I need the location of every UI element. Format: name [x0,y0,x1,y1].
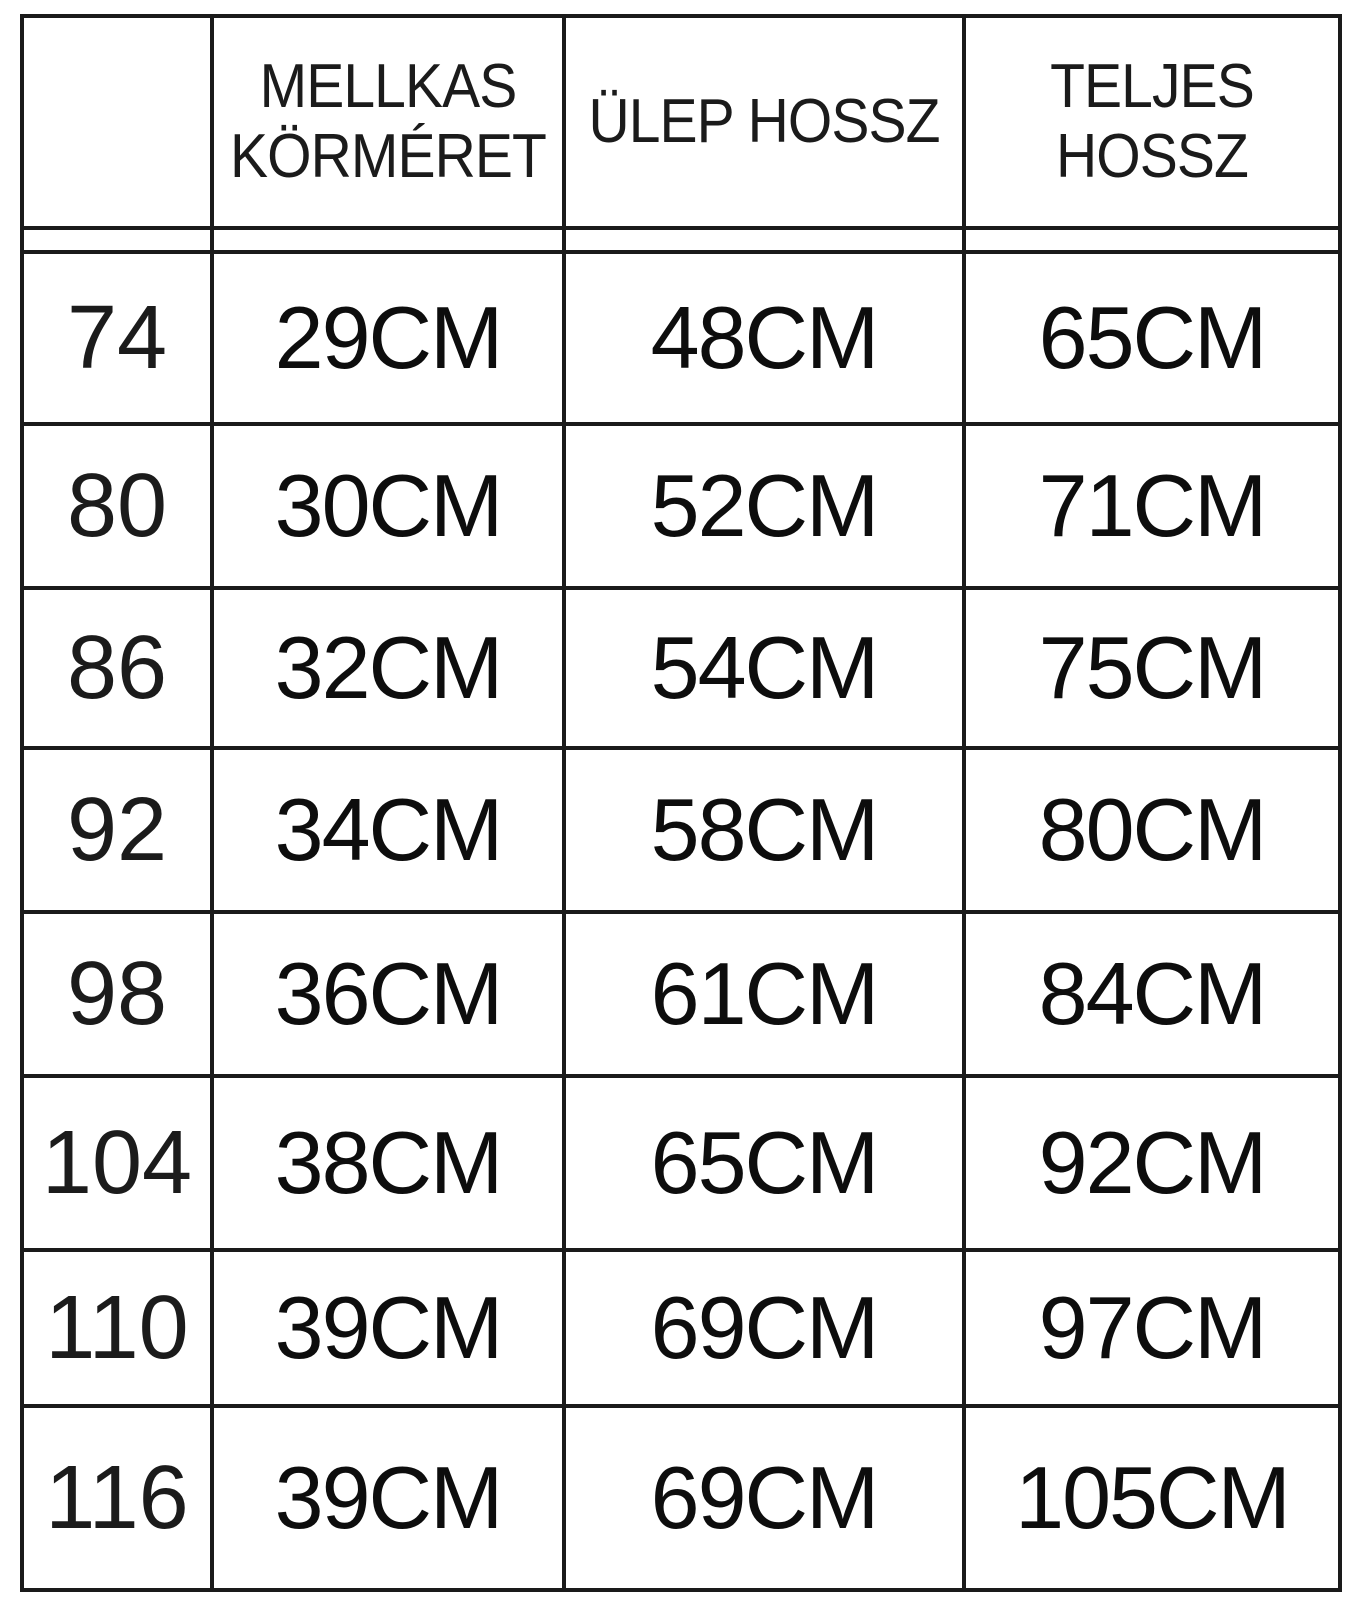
total-cell: 65CM [1038,288,1266,387]
inseam-cell: 65CM [650,1113,878,1212]
size-cell: 80 [66,455,168,556]
total-cell: 97CM [1038,1278,1266,1377]
header-chest-line-1: MELLKAS [259,52,517,121]
inseam-cell: 48CM [650,288,878,387]
header-chest-line-2: KÖRMÉRET [230,122,546,191]
chest-cell: 30CM [274,456,502,555]
chest-cell: 39CM [274,1278,502,1377]
chest-cell: 29CM [274,288,502,387]
header-total-line-2: HOSSZ [1056,122,1248,191]
size-cell: 92 [66,779,168,880]
total-cell: 84CM [1038,944,1266,1043]
total-cell: 75CM [1038,618,1266,717]
total-cell: 80CM [1038,780,1266,879]
header-divider [24,226,1338,230]
chest-cell: 39CM [274,1448,502,1547]
total-cell: 105CM [1015,1448,1289,1547]
inseam-cell: 69CM [650,1278,878,1377]
chest-cell: 32CM [274,618,502,717]
size-cell: 86 [66,617,168,718]
header-inseam [582,18,946,226]
header-total-line-1: TELJES [1050,52,1254,121]
header-inseam-line-1: ÜLEP HOSSZ [588,87,940,156]
size-chart-table [20,14,1342,1592]
chest-cell: 36CM [274,944,502,1043]
total-cell: 92CM [1038,1113,1266,1212]
total-cell: 71CM [1038,456,1266,555]
size-cell: 74 [66,287,168,388]
header-total [981,18,1323,226]
chest-cell: 38CM [274,1113,502,1212]
size-cell: 116 [45,1447,189,1548]
chest-cell: 34CM [274,780,502,879]
inseam-cell: 61CM [650,944,878,1043]
inseam-cell: 54CM [650,618,878,717]
size-cell: 110 [45,1277,189,1378]
header-chest [228,18,548,226]
inseam-cell: 69CM [650,1448,878,1547]
inseam-cell: 52CM [650,456,878,555]
inseam-cell: 58CM [650,780,878,879]
size-cell: 98 [66,943,168,1044]
size-cell: 104 [41,1112,193,1213]
